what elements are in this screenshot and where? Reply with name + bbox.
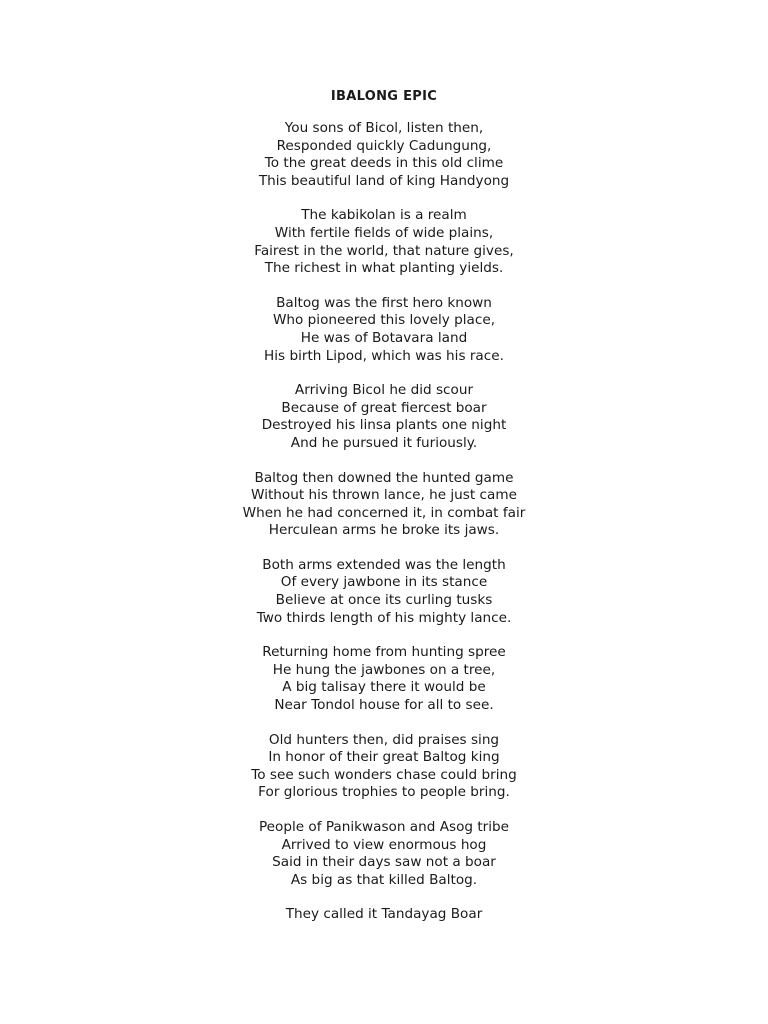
poem-line: Arrived to view enormous hog [281,836,487,853]
poem-line: People of Panikwason and Asog tribe [258,819,510,835]
poem-line: His birth Lipod, which was his race. [264,347,504,364]
stanza-2 [0,207,768,277]
poem-line: As big as that killed Baltog. [290,871,478,888]
poem-line: Arriving Bicol he did scour [294,382,474,399]
stanza-8 [0,732,768,802]
stanza-6 [0,557,768,627]
poem-line: To see such wonders chase could bring [251,766,517,783]
poem-title: IBALONG EPIC [330,89,438,104]
poem-line: And he pursued it furiously. [290,434,478,451]
poem-line: They called it Tandayag Boar [285,906,483,923]
poem-line: Baltog was the first hero known [276,294,492,311]
poem-line: Fairest in the world, that nature gives, [254,242,514,259]
poem-line: The richest in what planting yields. [264,260,504,277]
poem-line: He hung the jawbones on a tree, [272,661,496,678]
stanza-10 [0,906,768,924]
poem-line: Because of great fiercest boar [281,399,487,416]
poem-line: Responded quickly Cadungung, [276,137,492,154]
poem-line: Without his thrown lance, he just came [251,487,517,504]
poem-line: Old hunters then, did praises sing [268,731,500,748]
stanza-9 [0,819,768,889]
poem-line: Said in their days saw not a boar [272,854,496,871]
poem-line: Two thirds length of his mighty lance. [256,609,512,626]
poem-line: He was of Botavara land [300,329,468,346]
poem-line: A big talisay there it would be [282,679,486,696]
poem-line: Herculean arms he broke its jaws. [268,522,500,539]
poem-line: Of every jawbone in its stance [280,574,488,591]
poem-line: This beautiful land of king Handyong [258,172,510,189]
poem-line: Believe at once its curling tusks [275,592,493,609]
stanza-1 [0,120,768,190]
poem-line: In honor of their great Baltog king [268,749,500,766]
poem-body [0,120,768,941]
poem-line: You sons of Bicol, listen then, [284,120,484,136]
poem-line: Baltog then downed the hunted game [254,469,514,486]
poem-line: Destroyed his linsa plants one night [261,417,507,434]
poem-line: For glorious trophies to people bring. [258,784,510,801]
poem-line: When he had concerned it, in combat fair [242,504,526,521]
poem-line: With fertile fields of wide plains, [274,224,494,241]
poem-line: Who pioneered this lovely place, [272,312,496,329]
stanza-3 [0,295,768,365]
poem-line: To the great deeds in this old clime [264,155,504,172]
stanza-5 [0,470,768,540]
poem-line: Both arms extended was the length [262,556,506,573]
poem-line: The kabikolan is a realm [301,207,467,224]
stanza-7 [0,644,768,714]
stanza-4 [0,382,768,452]
poem-line: Near Tondol house for all to see. [274,697,494,714]
poem-line: Returning home from hunting spree [262,644,506,661]
